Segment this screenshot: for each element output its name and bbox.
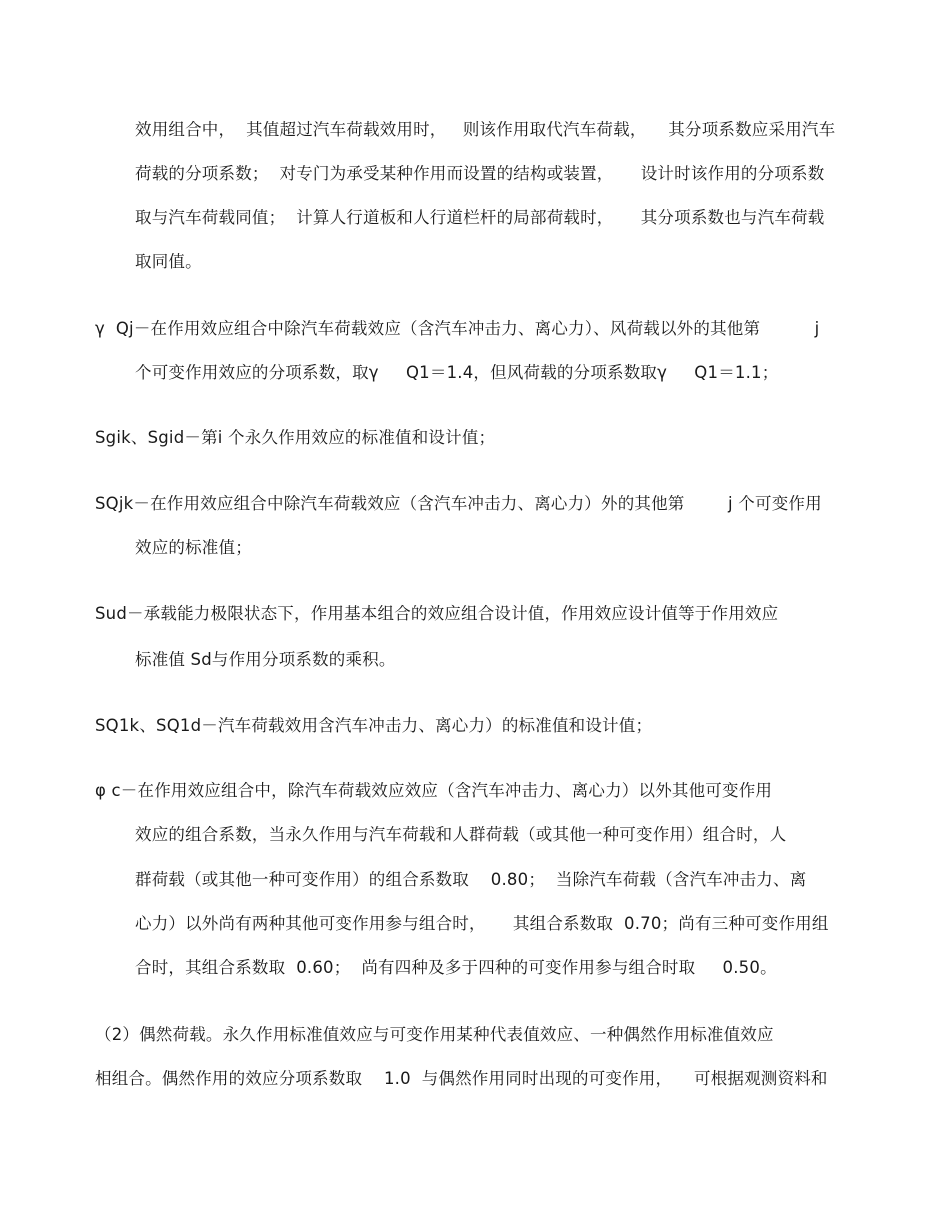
text-line: 效用组合中， 其值超过汽车荷载效用时， 则该作用取代汽车荷载， 其分项系数应采用汽车 [135,120,836,139]
text-line: 相组合。偶然作用的效应分项系数取 1.0 与偶然作用同时出现的可变作用， 可根据观测资料和 [95,1069,828,1088]
text-line: 心力）以外尚有两种其他可变作用参与组合时， 其组合系数取 0.70；尚有三种可变作用组 [135,914,829,933]
text-line: 取同值。 [135,252,202,271]
text-line: 群荷载（或其他一种可变作用）的组合系数取 0.80； 当除汽车荷载（含汽车冲击力、离 [135,870,807,889]
text-line: SQjk－在作用效应组合中除汽车荷载效应（含汽车冲击力、离心力）外的其他第 j 个可变作用 [95,494,822,513]
text-line: （2）偶然荷载。永久作用标准值效应与可变作用某种代表值效应、一种偶然作用标准值效应 [95,1025,774,1044]
text-line: Sgik、Sgid－第i 个永久作用效应的标准值和设计值； [95,428,496,447]
text-line: 效应的组合系数，当永久作用与汽车荷载和人群荷载（或其他一种可变作用）组合时，人 [135,825,787,844]
text-line: 个可变作用效应的分项系数，取γ Q1＝1.4，但风荷载的分项系数取γ Q1＝1.1； [135,363,779,382]
text-line: φ c－在作用效应组合中，除汽车荷载效应效应（含汽车冲击力、离心力）以外其他可变作用 [95,781,773,800]
text-line: 荷载的分项系数； 对专门为承受某种作用而设置的结构或装置， 设计时该作用的分项系数 [135,164,825,183]
text-line: γ Qj－在作用效应组合中除汽车荷载效应（含汽车冲击力、离心力）、风荷载以外的其他第 j [95,319,820,338]
text-line: Sud－承载能力极限状态下，作用基本组合的效应组合设计值，作用效应设计值等于作用效应 [95,604,779,623]
text-line: SQ1k、SQ1d－汽车荷载效用含汽车冲击力、离心力）的标准值和设计值； [95,716,653,735]
text-line: 标准值 Sd与作用分项系数的乘积。 [135,650,396,669]
text-line: 取与汽车荷载同值； 计算人行道板和人行道栏杆的局部荷载时， 其分项系数也与汽车荷载 [135,208,825,227]
text-line: 合时，其组合系数取 0.60； 尚有四种及多于四种的可变作用参与组合时取 0.50。 [135,958,777,977]
text-line: 效应的标准值； [135,538,252,557]
